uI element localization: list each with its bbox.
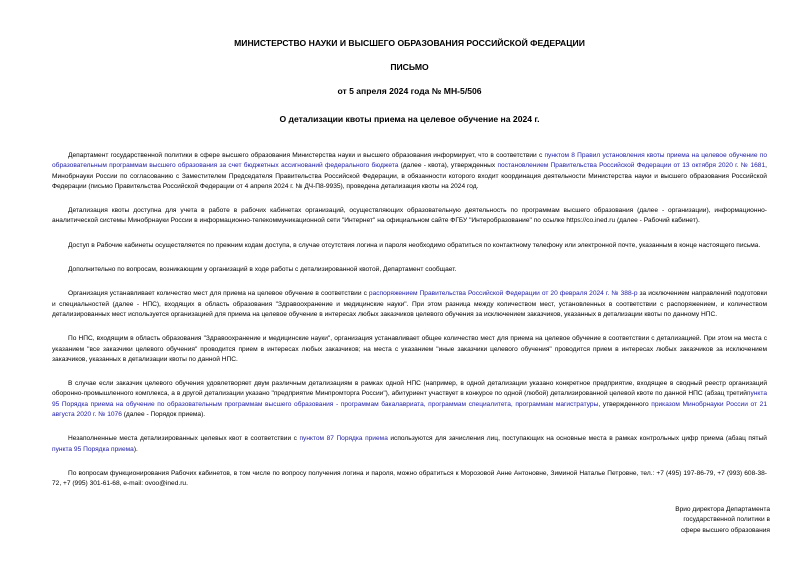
link-admission-p95[interactable]: пункта 95 Порядка приема на обучение по образовательным программам высшего образования - программам бакалавриата, программам специалитета, программам магистратуры bbox=[52, 390, 767, 408]
link-order-1076[interactable]: приказом Минобрнауки России от 21 августа 2020 г. № 1076 bbox=[52, 400, 767, 419]
paragraph-7: В случае если заказчик целевого обучения удовлетворяет двум различным детализациям в рамках одной НПС (например, в одной детализации указано конкретное предприятие, входящее в сводный реестр организаций оборонно-промышленного комплекса, а в другой детализации указано "предприятие Минпромторга России"), абитуриент участвует в конкурсе по одной (любой) детализированной целевой квоте по данной НПС (абзац третийпункта 95 Порядка приема на обучение по образовательным программам высшего образования - программам бакалавриата, программам специалитета, программам магистратуры, утвержденного приказом Минобрнауки России от 21 августа 2020 г. № 1076 (далее - Порядок приема). bbox=[52, 380, 767, 419]
paragraph-8: Незаполненные места детализированных целевых квот в соответствии с пунктом 87 Порядка приема используются для зачисления лиц, поступающих на основные места в рамках контрольных цифр приема (абзац пятый пункта 95 Порядка приема). bbox=[52, 435, 767, 453]
paragraph-3: Доступ в Рабочие кабинеты осуществляется по прежним кодам доступа, в случае отсутствия логина и пароля необходимо обратиться по контактному телефону или электронной почте, указанным в конце настоящего письма. bbox=[68, 241, 761, 249]
document-subject: О детализации квоты приема на целевое обучение на 2024 г. bbox=[279, 114, 540, 124]
signature-line-3: сфере высшего образования bbox=[680, 526, 770, 534]
paragraph-9: По вопросам функционирования Рабочих кабинетов, в том числе по вопросу получения логина и пароля, можно обратиться к Морозовой Анне Антоновне, Зиминой Наталье Петровне, тел.: +7 (495) 197-86-79, +7 (993) 608-38-72, +7 (995) 301-61-68, e-mail: ovoo@ined.ru. bbox=[52, 469, 767, 488]
link-admission-p95-abs5[interactable]: пункта 95 Порядка приема bbox=[52, 445, 134, 453]
signature-block bbox=[675, 505, 770, 536]
paragraph-4: Дополнительно по вопросам, возникающим у организаций в ходе работы с детализированной квотой, Департамент сообщает. bbox=[68, 266, 457, 274]
paragraph-2: Детализация квоты доступна для учета в работе в рабочих кабинетах организаций, осуществляющих образовательную деятельность по программам высшего образования (далее - организации), информационно-аналитической системы Минобрнауки России в информационно-телекоммуникационной сети "Интернет" на официальном сайте ФГБУ "Интеробразование" по ссылке https://co.ined.ru (далее - Рабочий кабинет). bbox=[52, 207, 767, 225]
document-body bbox=[52, 151, 767, 490]
signature-line-2: государственной политики в bbox=[683, 516, 770, 524]
link-order-388r[interactable]: распоряжением Правительства Российской Федерации от 20 февраля 2024 г. № 388-р bbox=[368, 290, 638, 298]
link-resolution-1681[interactable]: постановлением Правительства Российской Федерации от 13 октября 2020 г. № 1681 bbox=[497, 162, 766, 170]
document-type: ПИСЬМО bbox=[390, 62, 429, 72]
paragraph-6: По НПС, входящим в область образования "Здравоохранение и медицинские науки", организация устанавливает общее количество мест для приема на целевое обучение в соответствии с детализацией. При этом на места с указанием "все заказчики целевого обучения" проводится прием в интересах любых заказчиков; на места с указанием "иные заказчики целевого обучения" проводится прием в интересах любых заказчиков за исключением заказчиков, указанных в детализации квоты по данной НПС. bbox=[52, 335, 767, 363]
paragraph-1: Департамент государственной политики в сфере высшего образования Министерства науки и высшего образования информирует, что в соответствии с пунктом 8 Правил установления квоты приема на целевое обучение по образовательным программам высшего образования за счет бюджетных ассигнований федерального бюджета (далее - квота), утвержденных постановлением Правительства Российской Федерации от 13 октября 2020 г. № 1681, Минобрнауки России по согласованию с Заместителем Председателя Правительства Российской Федерации, в обязанности которого входит координация деятельности Министерства науки и высшего образования Российской Федерации (письмо Правительства Российской Федерации от 4 апреля 2024 г. № ДЧ-П8-9935), проведена детализация квоты на 2024 год. bbox=[52, 152, 767, 190]
signature-line-1: Врио директора Департамента bbox=[675, 506, 770, 513]
ministry-header: МИНИСТЕРСТВО НАУКИ И ВЫСШЕГО ОБРАЗОВАНИЯ РОССИЙСКОЙ ФЕДЕРАЦИИ bbox=[234, 38, 585, 48]
paragraph-5: Организация устанавливает количество мест для приема на целевое обучение в соответствии с распоряжением Правительства Российской Федерации от 20 февраля 2024 г. № 388-р за исключением направлений подготовки и специальностей (далее - НПС), входящих в область образования "Здравоохранение и медицинские науки". При этом разница между количеством мест, установленных в соответствии с распоряжением, и количеством детализированных мест используется организацией для приема на целевое обучение в интересах любых заказчиков целевого обучения за исключением заказчиков, указанных в детализации квоты по данному НПС. bbox=[52, 290, 768, 318]
link-quota-rules-p8[interactable]: пунктом 8 Правил установления квоты приема на целевое обучение по образовательным программам высшего образования за счет бюджетных ассигнований федерального бюджета bbox=[52, 152, 767, 170]
document-date-number: от 5 апреля 2024 года № МН-5/506 bbox=[337, 86, 482, 96]
link-admission-p87[interactable]: пунктом 87 Порядка приема bbox=[299, 435, 388, 443]
